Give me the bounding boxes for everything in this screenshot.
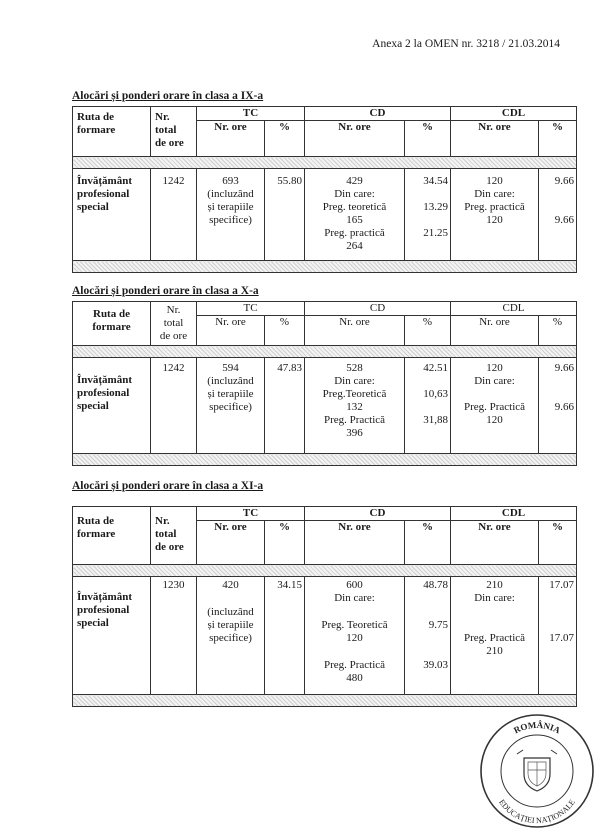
cdl-percent: 9.66 9.66 <box>539 169 577 261</box>
header-cdl-nr-ore: Nr. ore <box>451 316 539 346</box>
cdl-percent: 9.66 9.66 <box>539 358 577 454</box>
header-cd: CD <box>305 302 451 316</box>
header-cdl: CDL <box>451 302 577 316</box>
header-cdl-nr-ore: Nr. ore <box>451 121 539 157</box>
header-cdl-pct: % <box>539 521 577 565</box>
cdl-hours: 120 Din care: Preg. Practică 120 <box>451 358 539 454</box>
cd-percent: 42.51 10,63 31,88 <box>405 358 451 454</box>
cd-hours: 528 Din care: Preg.Teoretică 132 Preg. Practică 396 <box>305 358 405 454</box>
header-tc: TC <box>197 507 305 521</box>
header-cd: CD <box>305 107 451 121</box>
header-nr-total: Nr. total de ore <box>151 507 197 565</box>
header-nr-total: Nr. total de ore <box>151 107 197 157</box>
hatched-separator <box>73 261 577 273</box>
annex-reference: Anexa 2 la OMEN nr. 3218 / 21.03.2014 <box>372 38 560 50</box>
row-label: Învățământ profesional special <box>73 577 151 695</box>
header-tc: TC <box>197 107 305 121</box>
hatched-separator <box>73 454 577 466</box>
hatched-separator <box>73 565 577 577</box>
header-tc-nr-ore: Nr. ore <box>197 316 265 346</box>
header-tc-pct: % <box>265 121 305 157</box>
section-title-x: Alocări și ponderi orare în clasa a X-a <box>72 285 259 297</box>
total-hours: 1230 <box>151 577 197 695</box>
header-tc-pct: % <box>265 521 305 565</box>
stamp-text-bottom: EDUCAȚIEI NAȚIONALE <box>497 797 577 826</box>
allocation-table-x <box>72 301 577 466</box>
header-nr-total: Nr. total de ore <box>151 302 197 346</box>
header-cdl: CDL <box>451 107 577 121</box>
hatched-separator <box>73 346 577 358</box>
cd-percent: 48.78 9.75 39.03 <box>405 577 451 695</box>
allocation-table-xi <box>72 506 577 707</box>
header-cd-nr-ore: Nr. ore <box>305 316 405 346</box>
header-cd-nr-ore: Nr. ore <box>305 121 405 157</box>
tc-hours: 594 (incluzând și terapiile specifice) <box>197 358 265 454</box>
hatched-separator <box>73 157 577 169</box>
header-cdl: CDL <box>451 507 577 521</box>
section-title-ix: Alocări și ponderi orare în clasa a IX-a <box>72 90 264 102</box>
header-tc-nr-ore: Nr. ore <box>197 521 265 565</box>
cdl-hours: 210 Din care: Preg. Practică 210 <box>451 577 539 695</box>
header-cd-pct: % <box>405 521 451 565</box>
header-cdl-pct: % <box>539 316 577 346</box>
header-ruta: Ruta de formare <box>73 507 151 565</box>
hatched-separator <box>73 695 577 707</box>
header-tc-nr-ore: Nr. ore <box>197 121 265 157</box>
header-cdl-nr-ore: Nr. ore <box>451 521 539 565</box>
header-ruta: Ruta de formare <box>73 302 151 346</box>
header-cdl-pct: % <box>539 121 577 157</box>
tc-hours: 693 (incluzând și terapiile specifice) <box>197 169 265 261</box>
row-label: Învățământ profesional special <box>73 169 151 261</box>
cdl-hours: 120 Din care: Preg. practică 120 <box>451 169 539 261</box>
total-hours: 1242 <box>151 169 197 261</box>
tc-hours: 420 (incluzând și terapiile specifice) <box>197 577 265 695</box>
header-tc-pct: % <box>265 316 305 346</box>
tc-percent: 34.15 <box>265 577 305 695</box>
coat-of-arms-icon <box>517 750 557 791</box>
tc-percent: 47.83 <box>265 358 305 454</box>
cd-percent: 34.54 13.29 21.25 <box>405 169 451 261</box>
header-cd-pct: % <box>405 121 451 157</box>
cd-hours: 429 Din care: Preg. teoretică 165 Preg. practică 264 <box>305 169 405 261</box>
cdl-percent: 17.07 17.07 <box>539 577 577 695</box>
allocation-table-ix <box>72 106 577 273</box>
header-tc: TC <box>197 302 305 316</box>
tc-percent: 55.80 <box>265 169 305 261</box>
section-title-xi: Alocări și ponderi orare în clasa a XI-a <box>72 480 264 492</box>
header-cd-pct: % <box>405 316 451 346</box>
row-label: Învățământ profesional special <box>73 358 151 454</box>
stamp-text-top: ROMÂNIA <box>511 719 563 736</box>
header-cd-nr-ore: Nr. ore <box>305 521 405 565</box>
header-ruta: Ruta de formare <box>73 107 151 157</box>
total-hours: 1242 <box>151 358 197 454</box>
header-cd: CD <box>305 507 451 521</box>
ministry-stamp <box>478 712 596 830</box>
cd-hours: 600 Din care: Preg. Teoretică 120 Preg. Practică 480 <box>305 577 405 695</box>
